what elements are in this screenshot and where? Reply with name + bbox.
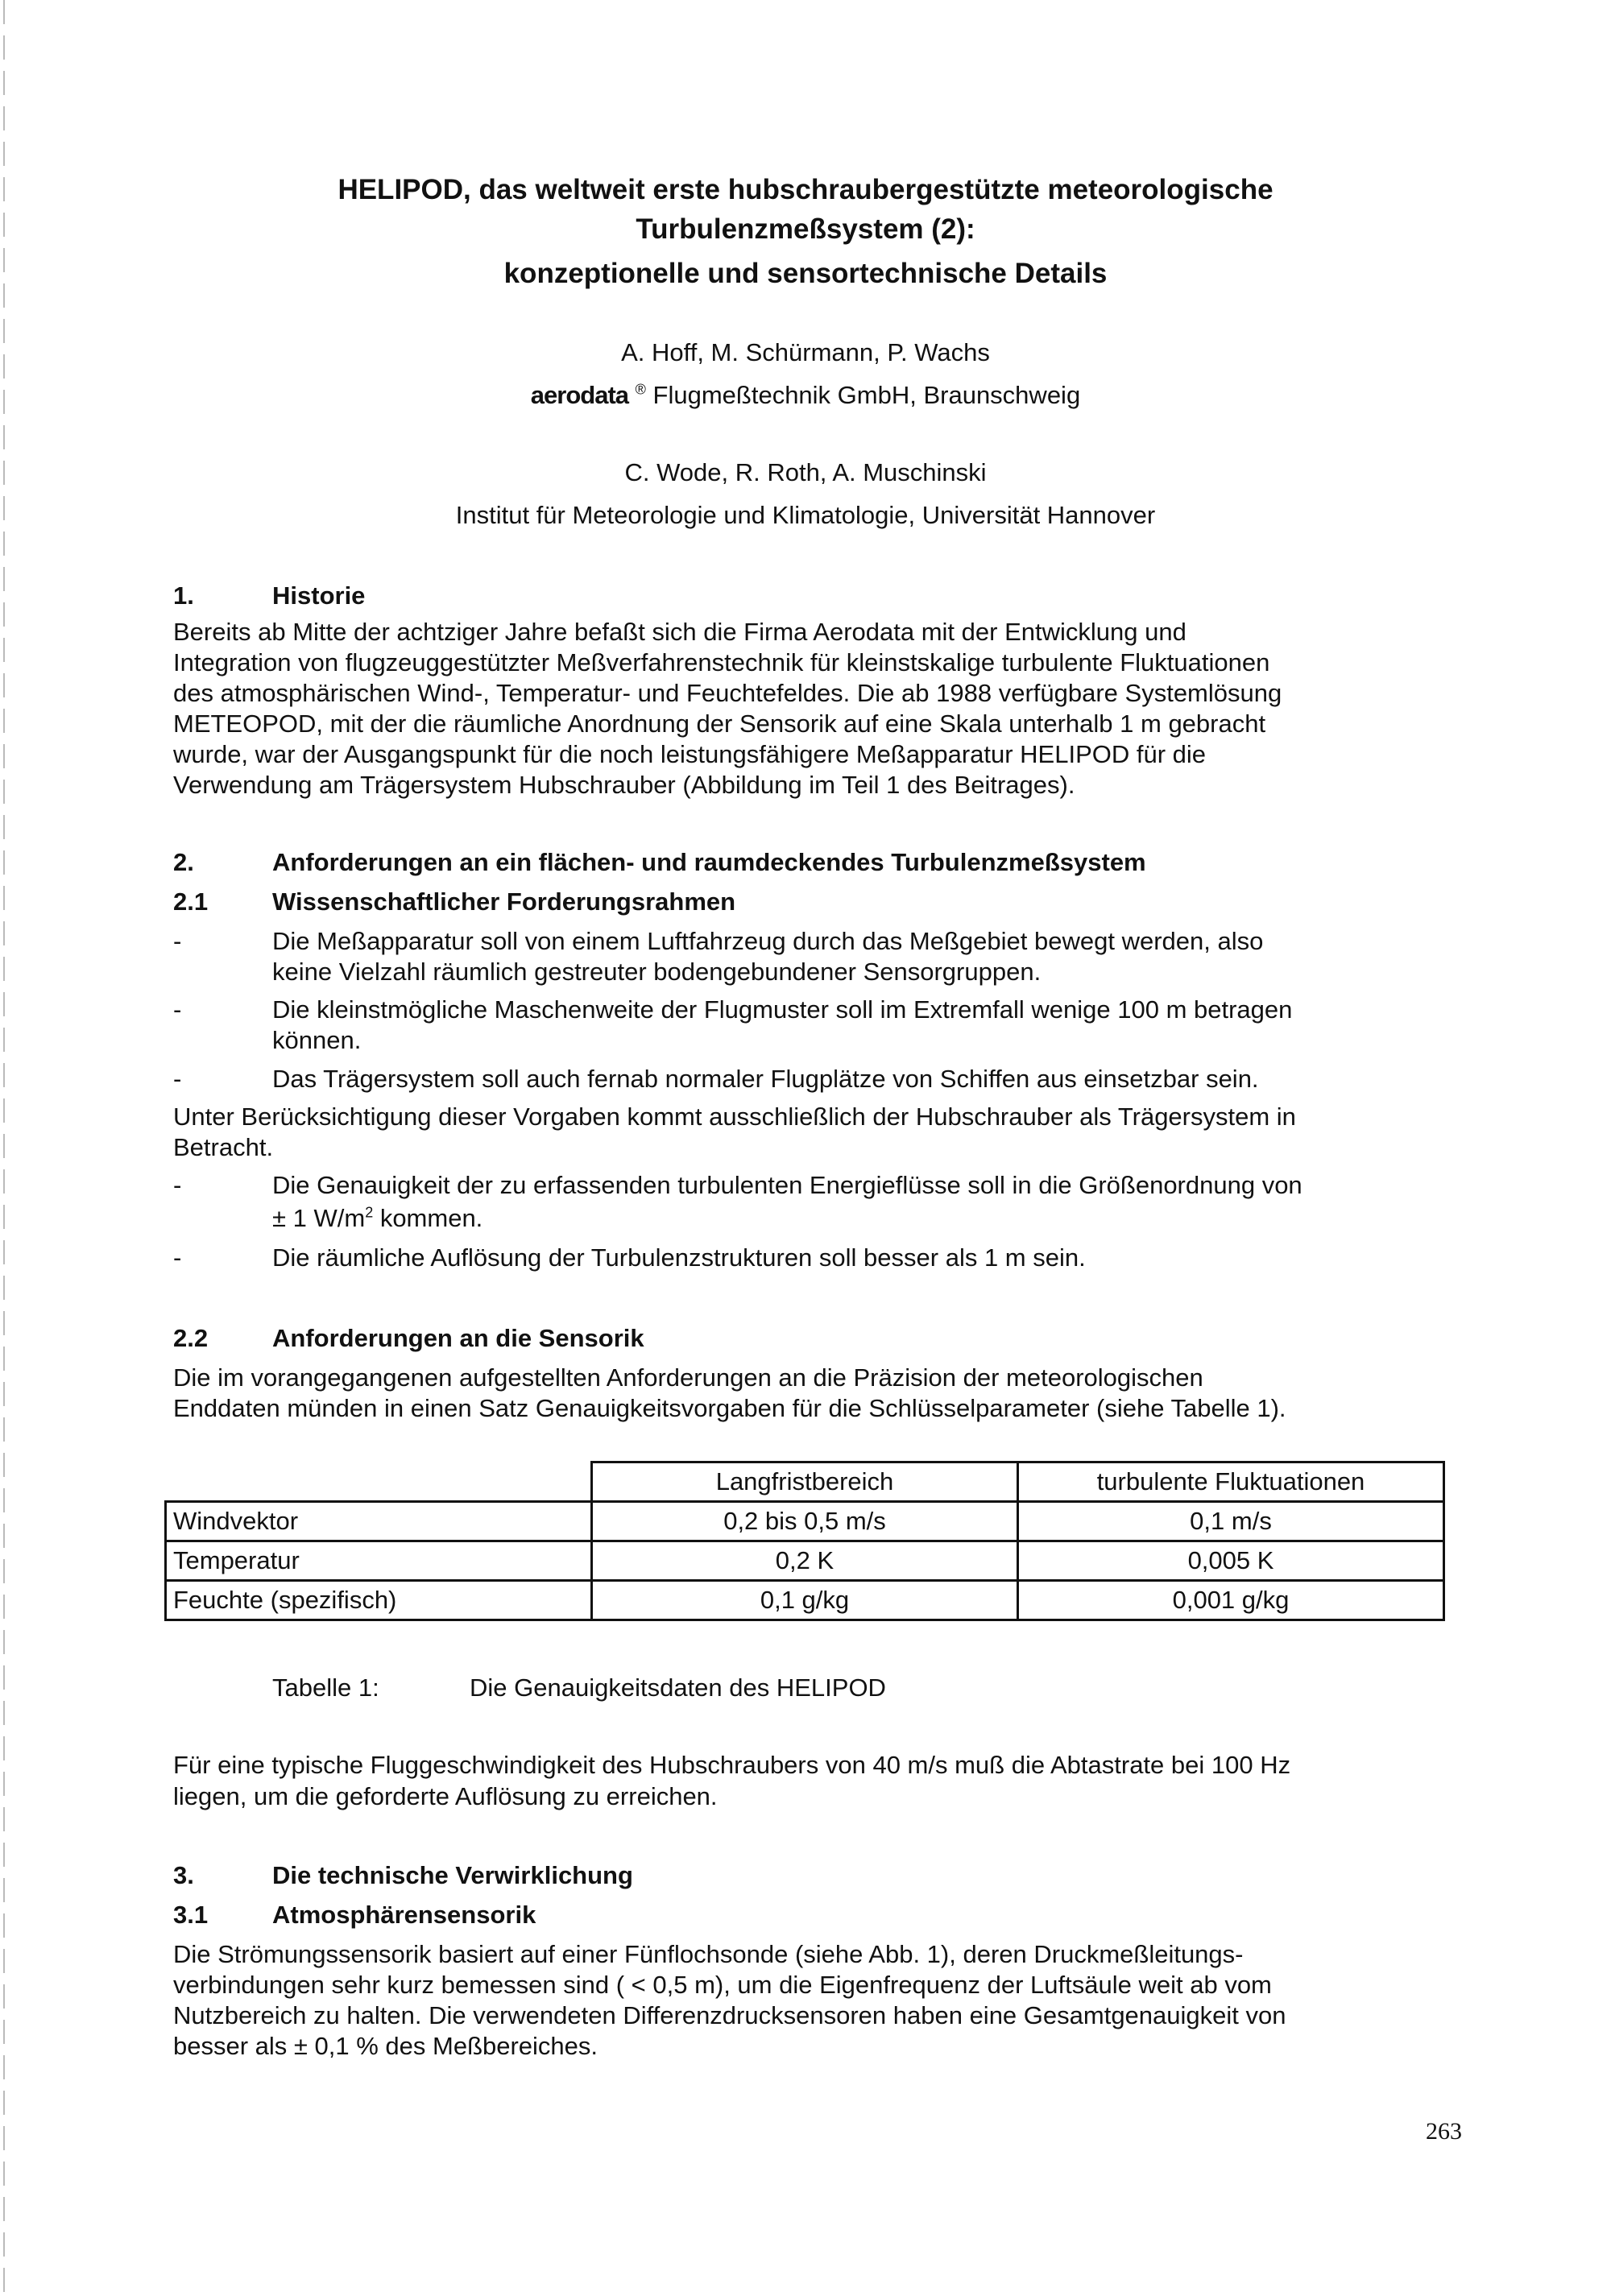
table-header-row [166, 1462, 1444, 1502]
table-cell: Temperatur [166, 1541, 592, 1581]
section-1-number: 1. [173, 581, 194, 610]
table-cell: 0,1 m/s [1018, 1502, 1444, 1541]
section-2-number: 2. [173, 848, 194, 876]
table-row [166, 1502, 1444, 1541]
section-2-title: Anforderungen an ein flächen- und raumdeckendes Turbulenzmeßsystem [272, 848, 1146, 876]
table-cell: Feuchte (spezifisch) [166, 1581, 592, 1620]
table-cell: Windvektor [166, 1502, 592, 1541]
table-cell: 0,1 g/kg [592, 1581, 1018, 1620]
bullet-1-cont: keine Vielzahl räumlich gestreuter bodengebundener Sensorgruppen. [272, 958, 1042, 986]
paragraph-line: liegen, um die geforderte Auflösung zu erreichen. [173, 1782, 718, 1810]
s31-line: verbindungen sehr kurz bemessen sind ( < 0,5 m), um die Eigenfrequenz der Luftsäule weit ab vom [173, 1971, 1272, 1999]
s1-line: des atmosphärischen Wind-, Temperatur- und Feuchtefeldes. Die ab 1988 verfügbare Systemlösung [173, 679, 1282, 707]
bullet-3: Das Trägersystem soll auch fernab normaler Flugplätze von Schiffen aus einsetzbar sein. [272, 1065, 1259, 1093]
bullet-1: Die Meßapparatur soll von einem Luftfahrzeug durch das Meßgebiet bewegt werden, also [272, 927, 1264, 955]
section-3-number: 3. [173, 1861, 194, 1889]
section-1-title: Historie [272, 581, 366, 610]
s1-line: Bereits ab Mitte der achtziger Jahre befaßt sich die Firma Aerodata mit der Entwicklung und [173, 618, 1187, 646]
s1-line: wurde, war der Ausgangspunkt für die noch leistungsfähigere Meßapparatur HELIPOD für die [173, 740, 1207, 768]
table-cell: 0,001 g/kg [1018, 1581, 1444, 1620]
bullet-dash: - [173, 995, 182, 1024]
table-cell: 0,005 K [1018, 1541, 1444, 1581]
authors-1: A. Hoff, M. Schürmann, P. Wachs [621, 338, 990, 366]
table-row [166, 1541, 1444, 1581]
title-line-1: HELIPOD, das weltweit erste hubschraubergestützte meteorologische [338, 174, 1273, 205]
table-header: Langfristbereich [592, 1462, 1018, 1502]
s1-line: Verwendung am Trägersystem Hubschrauber (Abbildung im Teil 1 des Beitrages). [173, 771, 1075, 799]
table-corner [166, 1462, 592, 1502]
bullet-4-end: kommen. [373, 1204, 483, 1232]
section-2-2-title: Anforderungen an die Sensorik [272, 1324, 644, 1352]
bullet-dash: - [173, 1171, 182, 1199]
bullet-4-cont [272, 1203, 482, 1234]
bullet-2-cont: können. [272, 1026, 362, 1054]
table-cell: 0,2 bis 0,5 m/s [592, 1502, 1018, 1541]
s1-line: Integration von flugzeuggestützter Meßverfahrenstechnik für kleinstskalige turbulente Fluktuationen [173, 648, 1270, 676]
s22-line: Die im vorangegangenen aufgestellten Anforderungen an die Präzision der meteorologischen [173, 1363, 1203, 1392]
superscript: 2 [365, 1204, 374, 1221]
section-3-1-title: Atmosphärensensorik [272, 1901, 536, 1929]
paragraph-line: Unter Berücksichtigung dieser Vorgaben kommt ausschließlich der Hubschrauber als Trägersystem in [173, 1102, 1296, 1131]
section-2-1-number: 2.1 [173, 887, 209, 916]
section-2-1-title: Wissenschaftlicher Forderungsrahmen [272, 887, 736, 916]
section-3-1-number: 3.1 [173, 1901, 209, 1929]
bullet-4: Die Genauigkeit der zu erfassenden turbulenten Energieflüsse soll in die Größenordnung von [272, 1171, 1302, 1199]
authors-2: C. Wode, R. Roth, A. Muschinski [624, 458, 987, 486]
bullet-2: Die kleinstmögliche Maschenweite der Flugmuster soll im Extremfall wenige 100 m betragen [272, 995, 1293, 1024]
section-3-title: Die technische Verwirklichung [272, 1861, 633, 1889]
page-number: 263 [1426, 2118, 1462, 2145]
accuracy-table [164, 1461, 1445, 1621]
s31-line: Nutzbereich zu halten. Die verwendeten Differenzdrucksensoren haben eine Gesamtgenauigkeit von [173, 2001, 1286, 2029]
aerodata-logo: aerodata [530, 381, 629, 409]
bullet-dash: - [173, 1243, 182, 1272]
bullet-4-value: ± 1 W/m [272, 1204, 366, 1232]
bullet-5: Die räumliche Auflösung der Turbulenzstrukturen soll besser als 1 m sein. [272, 1243, 1086, 1272]
table-row [166, 1581, 1444, 1620]
table-caption-label: Tabelle 1: [272, 1673, 379, 1702]
table-cell: 0,2 K [592, 1541, 1018, 1581]
title-line-2: Turbulenzmeßsystem (2): [636, 213, 975, 245]
s1-line: METEOPOD, mit der die räumliche Anordnung der Sensorik auf eine Skala unterhalb 1 m gebracht [173, 709, 1266, 738]
affiliation-1-text: Flugmeßtechnik GmbH, Braunschweig [645, 381, 1081, 409]
s22-line: Enddaten münden in einen Satz Genauigkeitsvorgaben für die Schlüsselparameter (siehe Tabelle 1). [173, 1394, 1286, 1422]
table-header: turbulente Fluktuationen [1018, 1462, 1444, 1502]
bullet-dash: - [173, 927, 182, 955]
paragraph-line: Für eine typische Fluggeschwindigkeit des Hubschraubers von 40 m/s muß die Abtastrate bei 100 Hz [173, 1751, 1291, 1779]
section-2-2-number: 2.2 [173, 1324, 209, 1352]
s31-line: besser als ± 0,1 % des Meßbereiches. [173, 2032, 598, 2060]
affiliation-2: Institut für Meteorologie und Klimatologie, Universität Hannover [455, 501, 1156, 529]
s31-line: Die Strömungssensorik basiert auf einer Fünflochsonde (siehe Abb. 1), deren Druckmeßleitungs- [173, 1940, 1244, 1968]
paragraph-line: Betracht. [173, 1133, 274, 1161]
registered-mark: ® [635, 381, 646, 398]
affiliation-1 [0, 380, 1611, 411]
table-caption: Die Genauigkeitsdaten des HELIPOD [470, 1673, 886, 1702]
title-line-3: konzeptionelle und sensortechnische Details [503, 258, 1108, 289]
bullet-dash: - [173, 1065, 182, 1093]
